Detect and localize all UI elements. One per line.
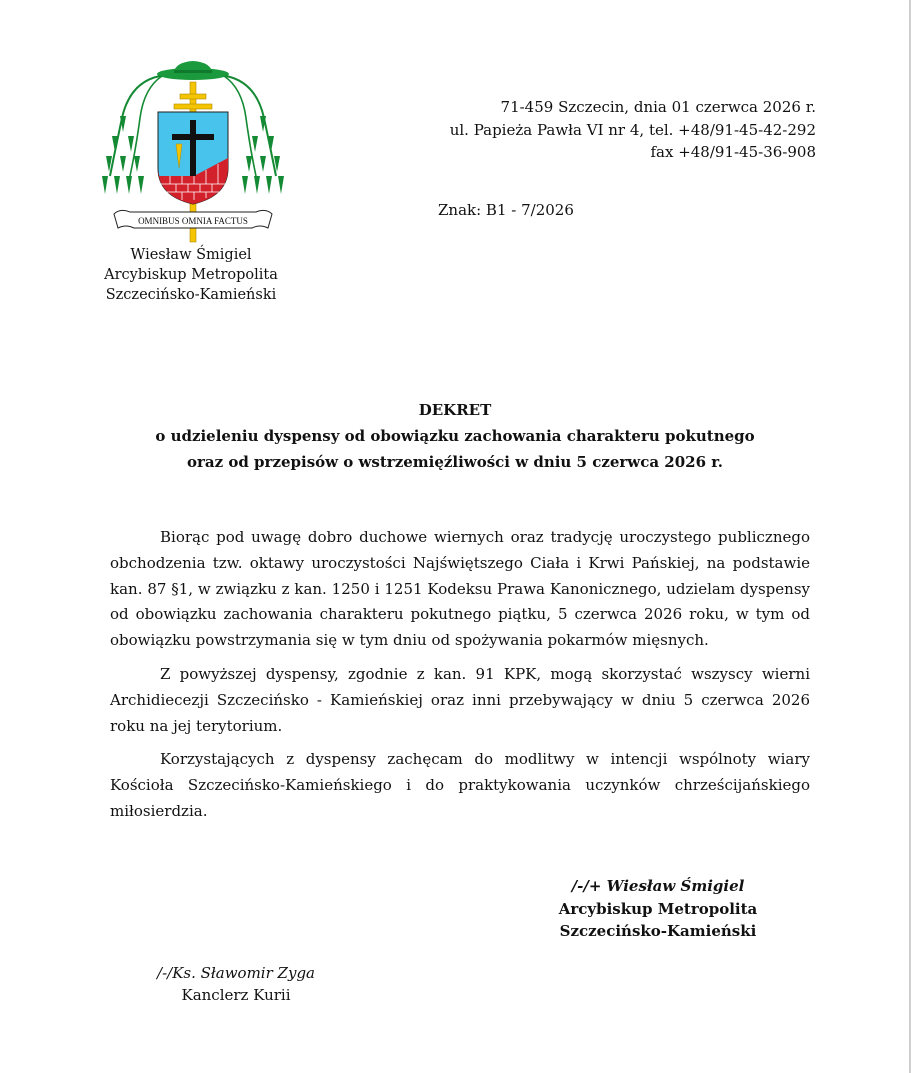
reference-number: Znak: B1 - 7/2026 <box>438 201 574 219</box>
decree-paragraph-1: Biorąc pod uwagę dobro duchowe wiernych oraz tradycję uroczystego publicznego obchodzenia tzw. oktawy uroczystości Najświętszego Ciała i Krwi Pańskiej, na podstawie kan. 87 §1, w związku z kan. 1250 i 1251 Kodeksu Prawa Kanonicznego, udzielam dyspensy od obowiązku zachowania charakteru pokutnego piątku, 5 czerwca 2026 roku, w tym od obowiązku powstrzymania się w tym dniu od spożywania pokarmów mięsnych. <box>110 528 810 650</box>
chancellor-signed: /-/Ks. Sławomir Zyga <box>157 964 315 982</box>
address-phone: ul. Papieża Pawła VI nr 4, tel. +48/91-45-42-292 <box>449 120 816 139</box>
archbishop-signed: /-/+ Wiesław Śmigiel <box>571 877 745 895</box>
issuer-block <box>86 245 296 305</box>
coat-of-arms <box>100 58 286 248</box>
shield-icon <box>158 112 228 204</box>
decree-body <box>110 525 810 833</box>
galero-hat-icon <box>157 61 229 80</box>
header-contact <box>450 96 816 164</box>
place-date: 71-459 Szczecin, dnia 01 czerwca 2026 r. <box>500 98 816 116</box>
issuer-name: Wiesław Śmigiel <box>130 247 252 263</box>
decree-heading: DEKRET <box>418 401 492 419</box>
archbishop-diocese: Szczecińsko-Kamieński <box>559 922 757 940</box>
signature-archbishop <box>500 875 816 943</box>
decree-title <box>100 397 810 475</box>
decree-subtitle-line-2: oraz od przepisów o wstrzemięźliwości w dniu 5 czerwca 2026 r. <box>186 453 724 471</box>
motto-text: OMNIBUS OMNIA FACTUS <box>138 216 248 226</box>
chancellor-role: Kanclerz Kurii <box>181 986 291 1004</box>
decree-paragraph-3: Korzystających z dyspensy zachęcam do modlitwy w intencji wspólnoty wiary Kościoła Szczecińsko-Kamieńskiego i do praktykowania uczynków chrześcijańskiego miłosierdzia. <box>110 750 810 820</box>
issuer-role: Arcybiskup Metropolita <box>104 267 278 283</box>
decree-subtitle-line-1: o udzieleniu dyspensy od obowiązku zachowania charakteru pokutnego <box>155 427 755 445</box>
decree-paragraph-2: Z powyższej dyspensy, zgodnie z kan. 91 KPK, mogą skorzystać wszyscy wierni Archidiecezji Szczecińsko - Kamieńskiej oraz inni przebywający w dniu 5 czerwca 2026 roku na jej terytorium. <box>110 664 810 735</box>
motto-ribbon <box>114 210 272 228</box>
tassels-right-icon <box>242 116 284 194</box>
signature-chancellor <box>128 962 344 1006</box>
fax-number: fax +48/91-45-36-908 <box>650 143 816 161</box>
tassels-left-icon <box>102 116 144 194</box>
archbishop-role: Arcybiskup Metropolita <box>558 899 758 918</box>
issuer-diocese: Szczecińsko-Kamieński <box>105 287 277 303</box>
